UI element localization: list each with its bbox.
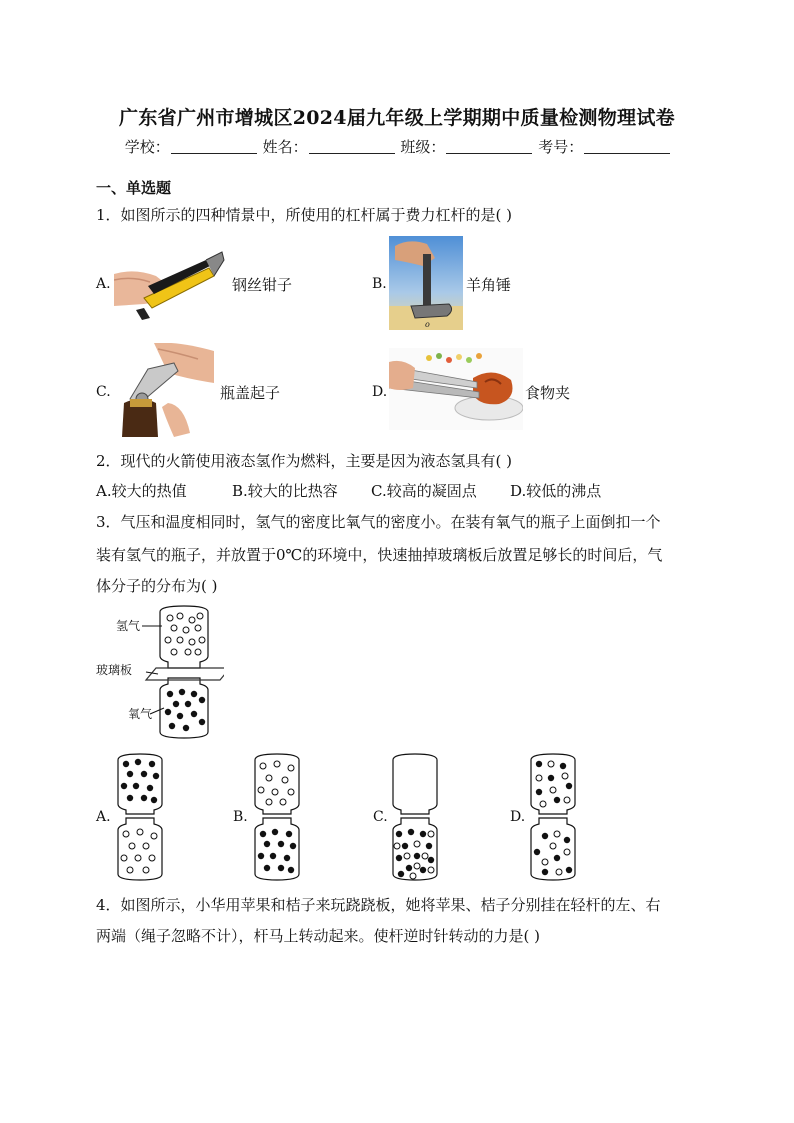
q3-option-a-label[interactable]: A. <box>96 809 111 825</box>
q2-option-c[interactable]: C.较高的凝固点 <box>371 482 477 500</box>
label-glass-plate: 玻璃板 <box>96 663 133 677</box>
exam-title: 广东省广州市增城区2024届九年级上学期期中质量检测物理试卷 <box>119 107 675 129</box>
q2-option-d[interactable]: D.较低的沸点 <box>510 482 602 500</box>
claw-hammer-image <box>389 236 463 330</box>
bottle-opener-image <box>118 343 216 437</box>
q3-option-b-label[interactable]: B. <box>233 809 248 825</box>
q2-stem: 2．现代的火箭使用液态氢作为燃料，主要是因为液态氢具有( ) <box>96 452 513 470</box>
q1-stem: 1．如图所示的四种情景中，所使用的杠杆属于费力杠杆的是( ) <box>96 206 513 224</box>
q3-option-a-diagram <box>114 752 166 882</box>
q3-option-d-diagram <box>527 752 579 882</box>
q1-option-a-caption: 钢丝钳子 <box>232 276 293 294</box>
school-label: 学校： <box>124 138 170 156</box>
q3-stem-line1: 3．气压和温度相同时，氢气的密度比氧气的密度小。在装有氧气的瓶子上面倒扣一个 <box>96 513 661 531</box>
q1-option-b-caption: 羊角锤 <box>466 276 512 294</box>
q3-option-d-label[interactable]: D. <box>510 809 526 825</box>
hammer-pivot-mark: o <box>425 320 430 329</box>
name-label: 姓名： <box>262 138 308 156</box>
q3-stem-line2: 装有氢气的瓶子，并放置于0℃的环境中，快速抽掉玻璃板后放置足够长的时间后，气 <box>96 546 663 564</box>
class-blank[interactable] <box>446 139 532 154</box>
name-blank[interactable] <box>309 139 395 154</box>
pliers-image <box>114 246 226 322</box>
q1-option-c-caption: 瓶盖起子 <box>220 384 281 402</box>
student-info-line <box>0 136 794 157</box>
q2-option-b[interactable]: B.较大的比热容 <box>232 482 338 500</box>
q1-option-d-label: D. <box>372 384 388 400</box>
q3-option-c-label[interactable]: C. <box>373 809 388 825</box>
section-heading-single-choice: 一、单选题 <box>96 179 172 197</box>
food-tongs-image <box>389 348 523 430</box>
q2-option-a[interactable]: A.较大的热值 <box>96 482 187 500</box>
number-blank[interactable] <box>584 139 670 154</box>
q1-option-c-label: C. <box>96 384 111 400</box>
q4-stem-line1: 4．如图所示，小华用苹果和桔子来玩跷跷板，她将苹果、桔子分别挂在轻杆的左、右 <box>96 896 661 914</box>
q1-option-a-label: A. <box>96 276 111 292</box>
q3-option-b-diagram <box>251 752 303 882</box>
q1-option-d-caption: 食物夹 <box>525 384 571 402</box>
label-hydrogen: 氢气 <box>116 619 141 633</box>
q3-option-c-diagram <box>389 752 441 882</box>
number-label: 考号： <box>538 138 584 156</box>
q4-stem-line2: 两端（绳子忽略不计），杆马上转动起来。使杆逆时针转动的力是( ) <box>96 927 540 945</box>
q3-setup-diagram <box>94 604 224 740</box>
q3-stem-line3: 体分子的分布为( ) <box>96 577 218 595</box>
label-oxygen: 氧气 <box>128 707 153 721</box>
school-blank[interactable] <box>171 139 257 154</box>
class-label: 班级： <box>400 138 446 156</box>
q1-option-b-label: B. <box>372 276 387 292</box>
